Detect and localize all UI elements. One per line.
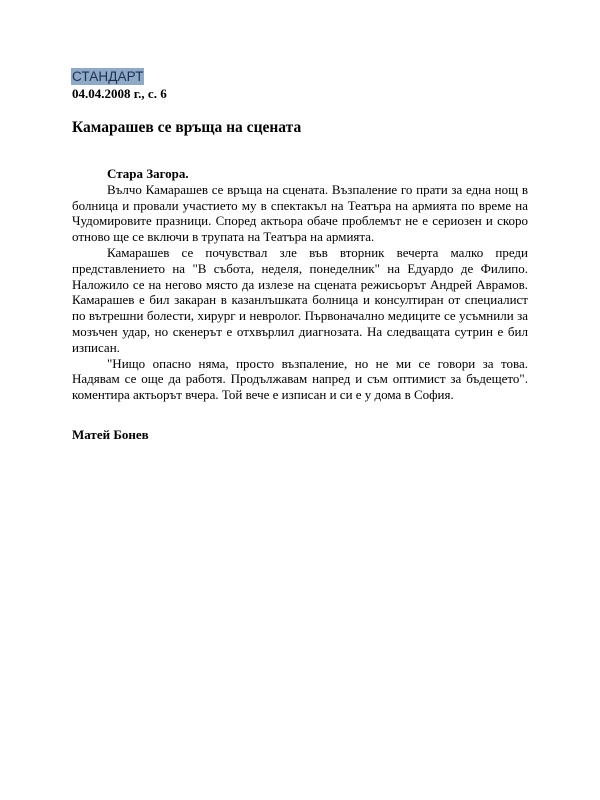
newspaper-logo: СТАНДАРТ [72,69,144,84]
article-paragraph: Вълчо Камарашев се връща на сцената. Възпаление го прати за една нощ в болница и провали участието му в спектакъл на Театъра на армията по време на Чудомировите празници. Според актьора обаче проблемът не е сериозен и скоро отново ще се включи в трупата на Театъра на армията. [72,181,528,245]
publication-date: 04.04.2008 г., с. 6 [72,86,167,101]
article-location: Стара Загора. [107,166,189,181]
article-paragraph: Камарашев се почувствал зле във вторник вечерта малко преди представлението на "В събота, неделя, понеделник" на Едуардо де Филипо. Наложило се на негово място да излезе на сцената режисьорът Андрей Аврамов. Камарашев е бил закаран в казанлъшката болница и консултиран от специалист по вътрешни болести, хирург и невролог. Първоначално медиците се усъмнили за мозъчен удар, но скенерът е отхвърлил диагнозата. На следващата сутрин е бил изписан. [72,244,528,355]
article-title: Камарашев се връща на сцената [72,119,302,136]
article-paragraph: "Нищо опасно няма, просто възпаление, но не ми се говори за това. Надявам се още да работя. Продължавам напред и съм оптимист за бъдещето". коментира актьорът вчера. Той вече е изписан и си е у дома в София. [72,355,528,403]
article-body [72,166,528,403]
article-author: Матей Бонев [72,427,149,442]
